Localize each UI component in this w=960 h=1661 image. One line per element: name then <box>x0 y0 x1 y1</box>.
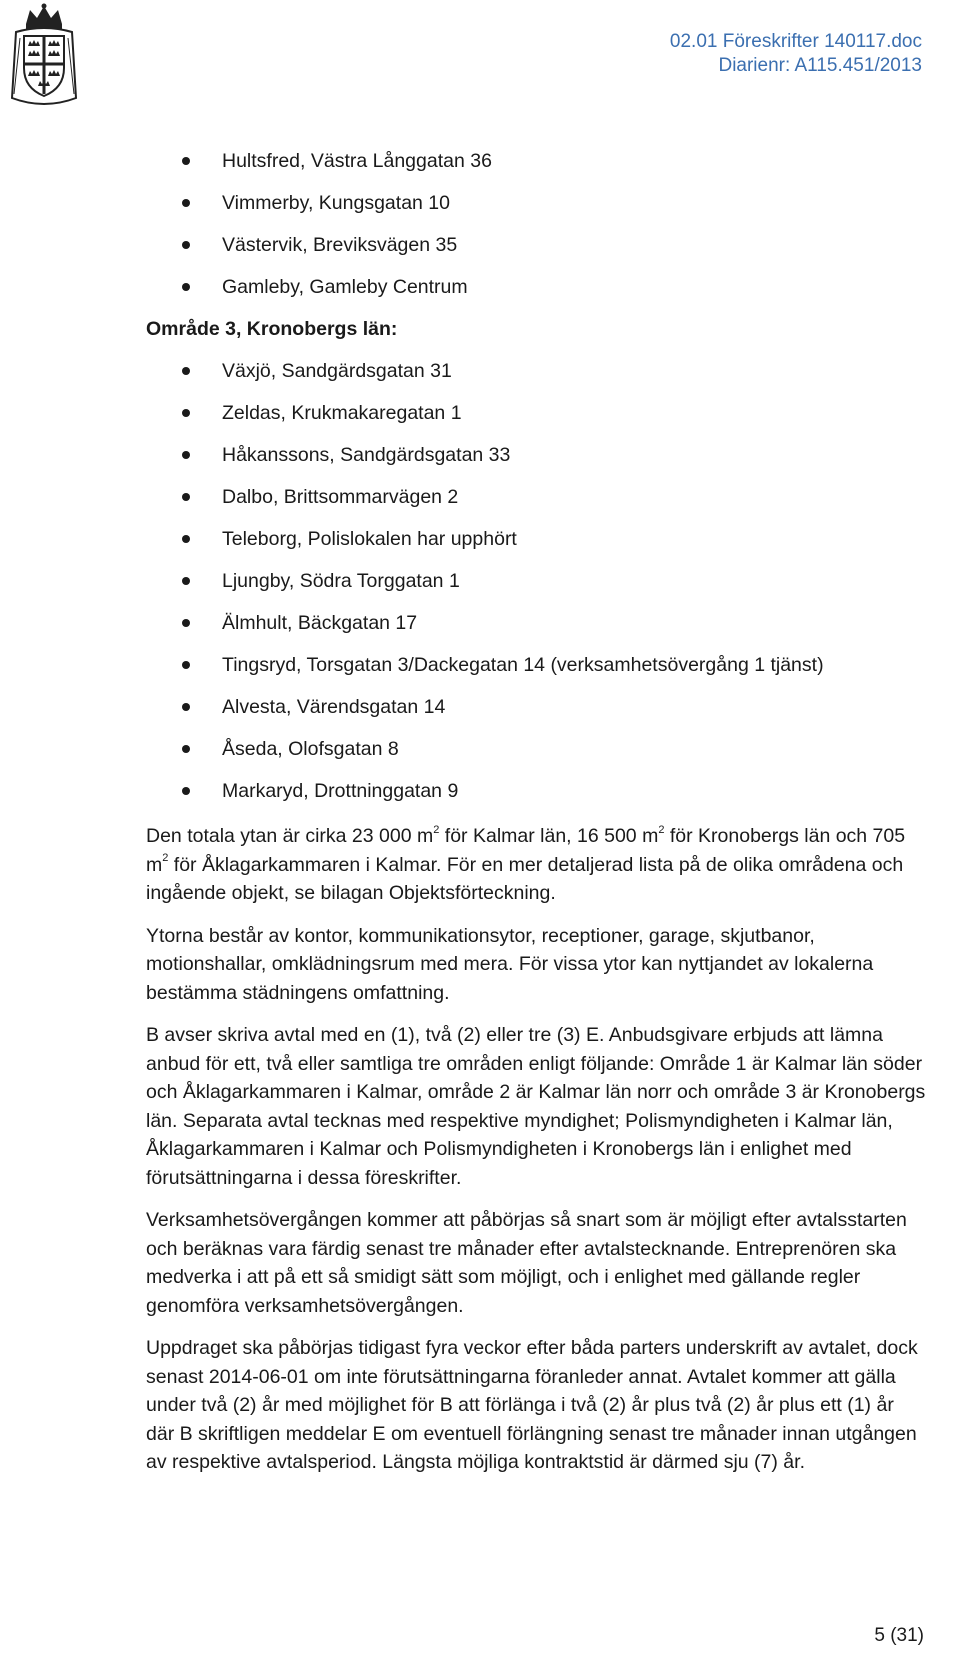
list-item: Gamleby, Gamleby Centrum <box>146 266 926 308</box>
bullet-icon <box>182 619 190 627</box>
bullet-icon <box>182 451 190 459</box>
coat-of-arms-logo <box>6 2 82 110</box>
list-item: Hultsfred, Västra Långgatan 36 <box>146 140 926 182</box>
bullet-icon <box>182 535 190 543</box>
list-item: Västervik, Breviksvägen 35 <box>146 224 926 266</box>
list-item: Håkanssons, Sandgärdsgatan 33 <box>146 434 926 476</box>
address-list-area-2 <box>146 140 926 308</box>
header-filename: 02.01 Föreskrifter 140117.doc <box>669 31 922 52</box>
bullet-icon <box>182 745 190 753</box>
list-item: Älmhult, Bäckgatan 17 <box>146 602 926 644</box>
bullet-icon <box>182 409 190 417</box>
paragraph-surfaces: Ytorna består av kontor, kommunikationsytor, receptioner, garage, skjutbanor, motionshallar, omklädningsrum med mera. För vissa ytor kan nyttjandet av lokalerna bestämma städningens omfattning. <box>146 924 874 1004</box>
bullet-icon <box>182 241 190 249</box>
list-item: Vimmerby, Kungsgatan 10 <box>146 182 926 224</box>
list-item: Växjö, Sandgärdsgatan 31 <box>146 350 926 392</box>
bullet-icon <box>182 283 190 291</box>
paragraph-assignment: Uppdraget ska påbörjas tidigast fyra veckor efter båda parters underskrift av avtalet, dock senast 2014-06-01 om inte förutsättningarna föranleder annat. Avtalet kommer att gälla under två (2) år med möjlighet för B att förlänga i två (2) år plus två (2) år plus ett (1) år där B skriftligen meddelar E om eventuell förlängning senast tre månader innan utgången av respektive avtalsperiod. Längsta möjliga kontraktstid är därmed sju (7) år. <box>146 1337 918 1473</box>
address-list-area-3 <box>146 350 926 812</box>
list-item: Åseda, Olofsgatan 8 <box>146 728 926 770</box>
bullet-icon <box>182 493 190 501</box>
document-header <box>670 30 922 78</box>
paragraph-transfer: Verksamhetsövergången kommer att påbörjas så snart som är möjligt efter avtalsstarten och beräknas vara färdig senast tre månader efter avtalstecknande. Entreprenören ska medverka i att på ett så smidigt sätt som möjligt, och i enlighet med gällande regler genomföra verksamhetsövergången. <box>146 1209 907 1317</box>
paragraph-contracts: B avser skriva avtal med en (1), två (2) eller tre (3) E. Anbudsgivare erbjuds att lämna anbud för ett, två eller samtliga tre områden enligt följande: Område 1 är Kalmar län söder och Åklagarkammaren i Kalmar, område 2 är Kalmar län norr och område 3 är Kronobergs län. Separata avtal tecknas med respektive myndighet; Polismyndigheten i Kalmar län, Åklagarkammaren i Kalmar och Polismyndigheten i Kronobergs län i enlighet med förutsättningarna i dessa föreskrifter. <box>146 1024 926 1189</box>
bullet-icon <box>182 367 190 375</box>
header-diarienr: Diarienr: A115.451/2013 <box>718 55 922 76</box>
list-item: Markaryd, Drottninggatan 9 <box>146 770 926 812</box>
list-item: Teleborg, Polislokalen har upphört <box>146 518 926 560</box>
document-body <box>146 140 926 1491</box>
list-item: Tingsryd, Torsgatan 3/Dackegatan 14 (verksamhetsövergång 1 tjänst) <box>146 644 926 686</box>
bullet-icon <box>182 661 190 669</box>
bullet-icon <box>182 703 190 711</box>
list-item: Zeldas, Krukmakaregatan 1 <box>146 392 926 434</box>
bullet-icon <box>182 787 190 795</box>
section-heading: Område 3, Kronobergs län: <box>146 318 398 340</box>
bullet-icon <box>182 577 190 585</box>
bullet-icon <box>182 199 190 207</box>
bullet-icon <box>182 157 190 165</box>
list-item: Ljungby, Södra Torggatan 1 <box>146 560 926 602</box>
page-number: 5 (31) <box>874 1625 924 1646</box>
area-paragraph: Den totala ytan är cirka 23 000 $m^2$ för Kalmar län, 16 500 $m^2$ för Kronobergs län och 705 $m^2$ för Åklagarkammaren i Kalmar. För en mer detaljerad lista på de olika områdena och ingående objekt, se bilagan Objektsförteckning. <box>146 823 906 904</box>
list-item: Dalbo, Brittsommarvägen 2 <box>146 476 926 518</box>
list-item: Alvesta, Värendsgatan 14 <box>146 686 926 728</box>
